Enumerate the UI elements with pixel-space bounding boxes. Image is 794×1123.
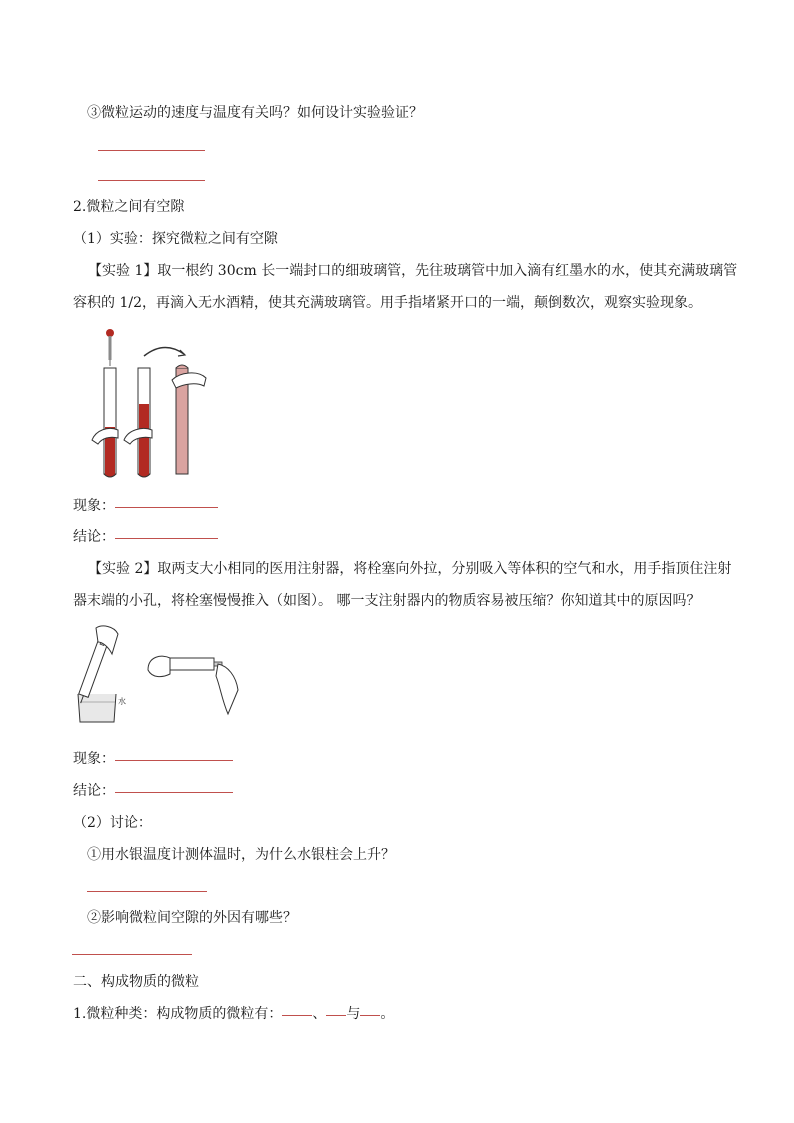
conclusion-1 bbox=[73, 528, 218, 546]
particle-types-separator-1: 、 bbox=[312, 1006, 327, 1022]
hand-syringe-2-left bbox=[148, 656, 170, 676]
experiment-1-line-1: 【实验 1】取一根约 30cm 长一端封口的细玻璃管，先往玻璃管中加入滴有红墨水的水，使其充满玻璃管 bbox=[88, 263, 738, 279]
answer-blank-phenomenon-2[interactable] bbox=[115, 760, 233, 761]
answer-blank-q3-a[interactable] bbox=[98, 150, 205, 151]
discussion-title: （2）讨论： bbox=[73, 815, 152, 831]
answer-blank-discussion-2[interactable] bbox=[72, 954, 192, 955]
particle-types bbox=[73, 1005, 394, 1023]
answer-blank-phenomenon-1[interactable] bbox=[115, 507, 218, 508]
answer-blank-particle-3[interactable] bbox=[360, 1015, 380, 1016]
phenomenon-2-label: 现象： bbox=[73, 751, 115, 767]
glass-tube-2 bbox=[138, 368, 150, 477]
experiment-2-line-2: 器末端的小孔，将栓塞慢慢推入（如图）。 哪一支注射器内的物质容易被压缩？你知道其中的原因吗？ bbox=[73, 593, 701, 609]
question-3: ③微粒运动的速度与温度有关吗？如何设计实验验证？ bbox=[87, 105, 423, 121]
experiment-2-figure bbox=[72, 624, 248, 724]
conclusion-2-label: 结论： bbox=[73, 783, 115, 799]
answer-blank-conclusion-1[interactable] bbox=[115, 538, 218, 539]
discussion-question-2: ②影响微粒间空隙的外因有哪些？ bbox=[87, 910, 297, 926]
conclusion-2 bbox=[73, 782, 233, 800]
experiment-title: （1）实验：探究微粒之间有空隙 bbox=[73, 231, 278, 247]
discussion-question-1: ①用水银温度计测体温时，为什么水银柱会上升？ bbox=[87, 847, 395, 863]
beaker-water-label: 水 bbox=[118, 697, 126, 706]
experiment-1-figure bbox=[88, 322, 216, 482]
answer-blank-q3-b[interactable] bbox=[98, 180, 205, 181]
conclusion-1-label: 结论： bbox=[73, 529, 115, 545]
hand-syringe-2-right bbox=[216, 664, 238, 714]
answer-blank-particle-2[interactable] bbox=[326, 1015, 346, 1016]
phenomenon-1 bbox=[73, 497, 218, 515]
dropper-icon bbox=[106, 329, 114, 366]
glass-tube-1 bbox=[104, 368, 116, 477]
invert-arrow-icon bbox=[144, 347, 184, 356]
experiment-2-line-1: 【实验 2】取两支大小相同的医用注射器，将栓塞向外拉，分别吸入等体积的空气和水，用手指顶住注射 bbox=[88, 561, 732, 577]
phenomenon-1-label: 现象： bbox=[73, 498, 115, 514]
beaker-icon bbox=[78, 694, 116, 722]
particle-types-end: 。 bbox=[380, 1006, 395, 1022]
particle-types-separator-2: 与 bbox=[346, 1006, 361, 1022]
answer-blank-particle-1[interactable] bbox=[282, 1015, 312, 1016]
phenomenon-2 bbox=[73, 750, 233, 768]
answer-blank-conclusion-2[interactable] bbox=[115, 792, 233, 793]
section-two-title: 二、构成物质的微粒 bbox=[73, 974, 199, 990]
particle-types-prefix: 1.微粒种类：构成物质的微粒有： bbox=[73, 1006, 283, 1022]
section-2-title: 2.微粒之间有空隙 bbox=[73, 199, 185, 215]
experiment-1-line-2: 容积的 1/2，再滴入无水酒精，使其充满玻璃管。用手指堵紧开口的一端，颠倒数次，观察实验现象。 bbox=[73, 295, 702, 311]
answer-blank-discussion-1[interactable] bbox=[87, 891, 207, 892]
